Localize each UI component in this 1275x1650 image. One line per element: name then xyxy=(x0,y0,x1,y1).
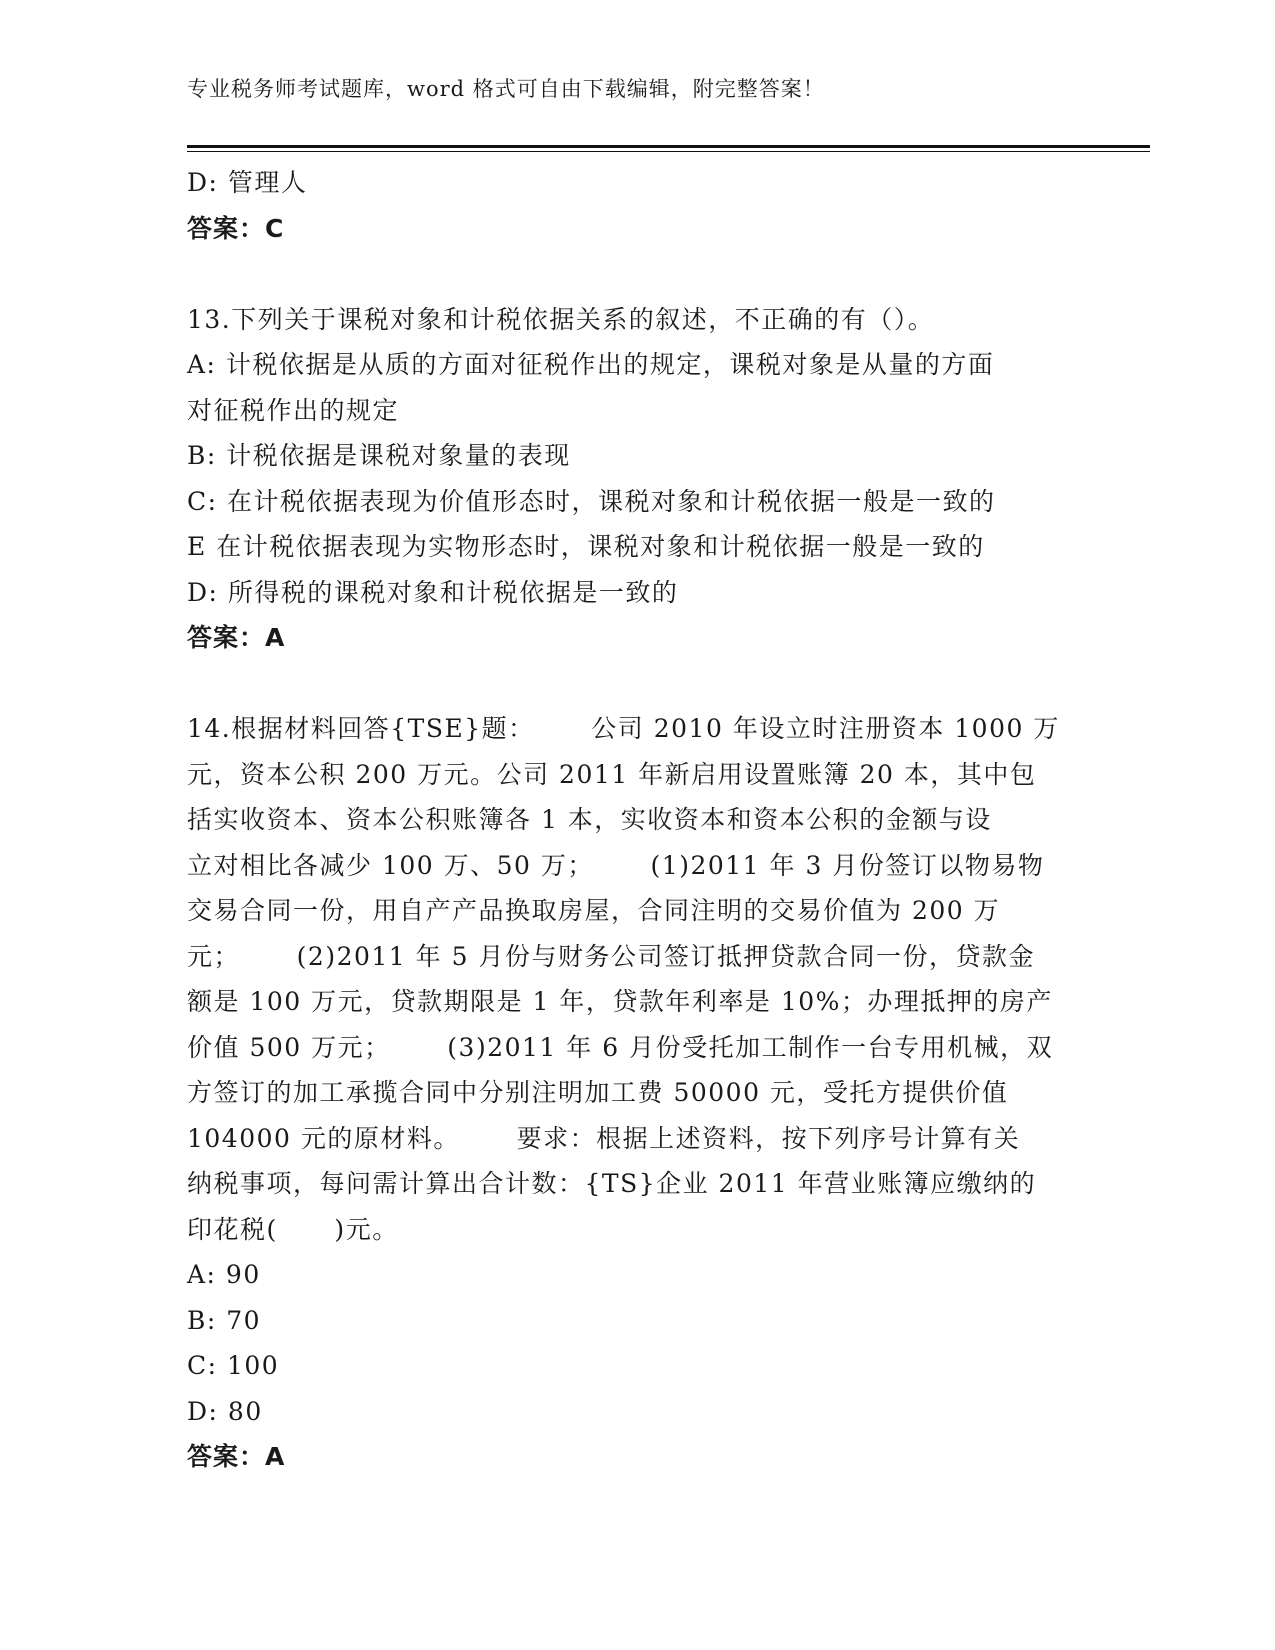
q14-stem-line: 元； (2)2011 年 5 月份与财务公司签订抵押贷款合同一份，贷款金 xyxy=(187,941,1035,971)
q14-answer: 答案：A xyxy=(187,1442,286,1471)
spacer xyxy=(187,251,1077,297)
q14-option-d: D: 80 xyxy=(187,1396,263,1426)
q14-stem-line: 立对相比各减少 100 万、50 万； (1)2011 年 3 月份签订以物易物 xyxy=(187,850,1045,880)
prev-option-d: D: 管理人 xyxy=(187,168,308,197)
q14-stem-line: 额是 100 万元，贷款期限是 1 年，贷款年利率是 10%；办理抵押的房产 xyxy=(187,987,1053,1016)
prev-answer: 答案：C xyxy=(187,213,285,243)
header-rule-thin xyxy=(187,151,1150,152)
q14-stem-line: 纳税事项，每问需计算出合计数：{TS}企业 2011 年营业账簿应缴纳的 xyxy=(187,1169,1037,1198)
document-body xyxy=(187,160,1077,1480)
q13-option-e: E 在计税依据表现为实物形态时，课税对象和计税依据一般是一致的 xyxy=(187,532,985,561)
q13-option-d: D: 所得税的课税对象和计税依据是一致的 xyxy=(187,577,679,607)
q13-option-a-cont: 对征税作出的规定 xyxy=(187,395,400,425)
q13-answer: 答案：A xyxy=(187,623,286,652)
q14-option-b: B: 70 xyxy=(187,1305,262,1335)
q14-option-a: A: 90 xyxy=(187,1260,261,1289)
q13-stem: 13.下列关于课税对象和计税依据关系的叙述，不正确的有（）。 xyxy=(187,304,935,334)
q14-stem-line: 元，资本公积 200 万元。公司 2011 年新启用设置账簿 20 本，其中包 xyxy=(187,759,1037,789)
q14-stem-line: 方签订的加工承揽合同中分别注明加工费 50000 元，受托方提供价值 xyxy=(187,1078,1009,1107)
q14-stem-line: 括实收资本、资本公积账簿各 1 本，实收资本和资本公积的金额与设 xyxy=(187,805,992,834)
q14-stem-line: 印花税( )元。 xyxy=(187,1214,399,1244)
page-header: 专业税务师考试题库，word 格式可自由下载编辑，附完整答案！ xyxy=(187,77,825,101)
q13-option-c: C: 在计税依据表现为价值形态时，课税对象和计税依据一般是一致的 xyxy=(187,486,996,516)
q13-option-b: B: 计税依据是课税对象量的表现 xyxy=(187,441,571,470)
q14-stem-line: 价值 500 万元； (3)2011 年 6 月份受托加工制作一台专用机械，双 xyxy=(187,1032,1054,1062)
q13-option-a: A: 计税依据是从质的方面对征税作出的规定，课税对象是从量的方面 xyxy=(187,350,995,379)
q14-stem-line: 104000 元的原材料。 要求：根据上述资料，按下列序号计算有关 xyxy=(187,1123,1021,1153)
spacer xyxy=(187,661,1077,707)
header-rule-thick xyxy=(187,145,1150,148)
q14-stem-line: 14.根据材料回答{TSE}题： 公司 2010 年设立时注册资本 1000 万 xyxy=(187,714,1060,743)
q14-stem-line: 交易合同一份，用自产产品换取房屋，合同注明的交易价值为 200 万 xyxy=(187,896,1001,925)
q14-option-c: C: 100 xyxy=(187,1351,280,1380)
